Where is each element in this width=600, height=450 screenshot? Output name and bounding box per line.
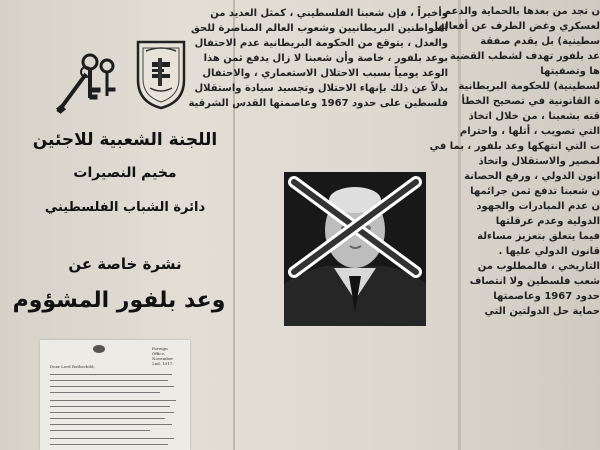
- text-line: المواطنين البريطانيين وشعوب العالم المناصرة للحق: [191, 23, 448, 34]
- letter-text-line: [50, 424, 172, 425]
- committee-title: اللجنة الشعبية للاجئين: [32, 130, 218, 150]
- letter-text-line: [50, 444, 168, 445]
- text-line: ن شعبنا تدفع ثمن جرائمها: [470, 186, 600, 197]
- text-line: عد بلفور تهدف لشطب القضية: [450, 51, 600, 62]
- text-line: قته بشعبنا ، من خلال اتخاذ: [468, 111, 600, 122]
- right-column-text: [429, 4, 600, 319]
- page-fold: [458, 0, 461, 450]
- text-line: والعدل ، يتوقع من الحكومة البريطانية عدم الاحتفال: [194, 38, 448, 49]
- text-line: حدود 1967 وعاصمتها: [493, 291, 600, 302]
- text-line: ها وتصفيتها: [540, 66, 600, 77]
- key-emblem-icon: [52, 52, 120, 122]
- text-line: ت التي انتهكها وعد بلفور ، بما في: [429, 141, 600, 152]
- letter-text-line: [50, 374, 172, 375]
- camp-name: مخيم النصيرات: [73, 165, 177, 181]
- text-line: الوعد يومياً بسبب الاحتلال الاستعماري ، والاحتفال: [202, 68, 448, 79]
- text-line: بدلاً عن ذلك بإنهاء الاحتلال وتجسيد سيادة واستقلال: [194, 83, 448, 94]
- letter-text-line: [50, 430, 150, 431]
- letter-text-line: [50, 438, 174, 439]
- text-line: شعب فلسطين ولا انتصاف: [469, 276, 600, 287]
- letter-text-line: [50, 412, 174, 413]
- text-line: حماية حل الدولتين التي: [484, 306, 600, 317]
- text-line: التاريخي ، فالمطلوب من: [477, 261, 600, 272]
- letter-text-line: [50, 380, 168, 381]
- middle-column-text: [188, 6, 448, 111]
- letter-text-line: [50, 418, 165, 419]
- text-line: ن عدم المبادرات والجهود: [476, 201, 600, 212]
- text-line: فيما يتعلق بتعزيز مساءلة: [477, 231, 600, 242]
- text-line: فلسطين على حدود 1967 وعاصمتها القدس الشرقية: [188, 98, 448, 109]
- text-line: لعسكري وغض الطرف عن أفعالها: [434, 21, 600, 32]
- text-line: انون الدولي ، ورفع الحصانة: [464, 171, 600, 182]
- committee-logo-icon: [132, 38, 190, 110]
- text-line: وأخيراً ، فإن شعبنا الفلسطيني ، كمثل العديد من: [210, 8, 448, 19]
- text-line: ة القانونية في تصحيح الخطأ: [461, 96, 600, 107]
- text-line: ن تجد من بعدها بالحماية والدعم: [443, 6, 600, 17]
- letter-text-line: [50, 400, 176, 401]
- bulletin-label: نشرة خاصة عن: [68, 255, 182, 273]
- text-line: لسطينية) للحكومة البريطانية: [458, 81, 600, 92]
- department-name: دائرة الشباب الفلسطيني: [44, 200, 206, 215]
- letter-text-line: [50, 392, 160, 393]
- text-line: التي تصويب ، أتلها ، واحترام: [459, 126, 600, 137]
- bulletin-subject: وعد بلفور المشؤوم: [12, 288, 226, 313]
- text-line: بوعد بلفور ، خاصة وأن شعبنا لا زال يدفع ثمن هذا: [203, 53, 448, 64]
- text-line: سطينية) بل يقدم صفقة: [480, 36, 600, 47]
- letter-date-line: Foreign Office,: [152, 346, 168, 356]
- crossed-out-portrait: [284, 172, 426, 326]
- letter-seal-icon: [92, 344, 106, 354]
- text-line: لمصير والاستقلال واتخاذ: [478, 156, 600, 167]
- portrait-icon: [284, 172, 426, 326]
- balfour-letter-image: [40, 340, 190, 450]
- text-line: قانون الدولي عليها .: [498, 246, 600, 257]
- letter-salutation: Dear Lord Rothschild,: [50, 364, 95, 369]
- letter-date-line: November 2nd, 1917.: [152, 356, 174, 366]
- letter-date: [152, 346, 182, 366]
- letter-text-line: [50, 406, 170, 407]
- letter-text-line: [50, 386, 174, 387]
- text-line: الدولية وعدم عرقلتها: [495, 216, 600, 227]
